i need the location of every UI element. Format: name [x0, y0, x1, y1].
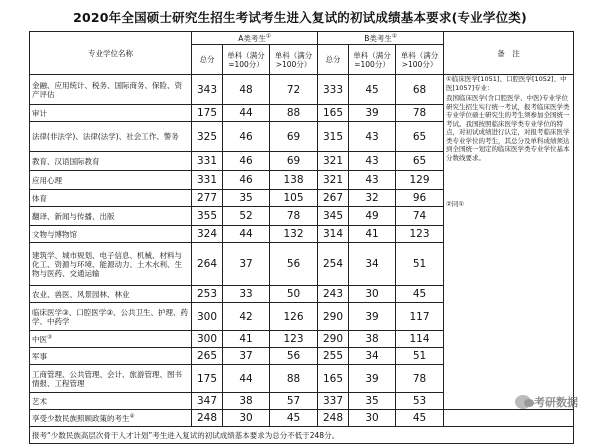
- subject-name: 军事: [30, 348, 192, 365]
- subject-name: 工商管理、公共管理、会计、旅游管理、图书情报、工程管理: [30, 365, 192, 393]
- a-total: 264: [192, 243, 223, 286]
- header-remarks: 备 注: [444, 32, 574, 75]
- b-total: 290: [318, 303, 349, 331]
- b-total: 345: [318, 207, 349, 226]
- remarks-empty-cell: [444, 410, 574, 427]
- b-single-over-100: 65: [396, 152, 444, 171]
- subject-name: 文物与博物馆: [30, 226, 192, 243]
- a-single-100: 48: [223, 75, 270, 105]
- b-total: 315: [318, 122, 349, 152]
- header-a-single-100: 单科（满分=100分）: [223, 45, 270, 75]
- b-total: 248: [318, 410, 349, 427]
- b-single-100: 35: [349, 393, 396, 410]
- header-a-single-over-100: 单科（满分>100分）: [270, 45, 318, 75]
- a-single-100: 30: [223, 410, 270, 427]
- b-single-over-100: 45: [396, 286, 444, 303]
- a-single-100: 42: [223, 303, 270, 331]
- a-single-over-100: 56: [270, 243, 318, 286]
- a-single-100: 33: [223, 286, 270, 303]
- table-row: [30, 75, 574, 105]
- a-total: 331: [192, 152, 223, 171]
- b-single-100: 43: [349, 122, 396, 152]
- a-total: 277: [192, 190, 223, 207]
- b-single-over-100: 114: [396, 331, 444, 348]
- b-single-100: 39: [349, 105, 396, 122]
- b-total: 254: [318, 243, 349, 286]
- b-single-100: 30: [349, 410, 396, 427]
- a-single-100: 46: [223, 152, 270, 171]
- a-total: 300: [192, 303, 223, 331]
- a-single-over-100: 138: [270, 171, 318, 190]
- b-single-over-100: 53: [396, 393, 444, 410]
- a-total: 265: [192, 348, 223, 365]
- b-single-over-100: 68: [396, 75, 444, 105]
- a-single-100: 37: [223, 243, 270, 286]
- a-single-over-100: 45: [270, 410, 318, 427]
- a-total: 324: [192, 226, 223, 243]
- table-row: [30, 410, 574, 427]
- b-single-100: 45: [349, 75, 396, 105]
- a-single-over-100: 57: [270, 393, 318, 410]
- b-single-100: 34: [349, 243, 396, 286]
- header-subject: 专业学位名称: [30, 32, 192, 75]
- a-single-over-100: 50: [270, 286, 318, 303]
- table-footer-row: [30, 427, 574, 444]
- subject-name: 体育: [30, 190, 192, 207]
- a-single-over-100: 69: [270, 122, 318, 152]
- subject-name: 临床医学③、口腔医学③、公共卫生、护理、药学、中药学: [30, 303, 192, 331]
- b-single-over-100: 78: [396, 105, 444, 122]
- a-single-100: 44: [223, 105, 270, 122]
- a-single-100: 44: [223, 226, 270, 243]
- b-single-over-100: 129: [396, 171, 444, 190]
- b-total: 314: [318, 226, 349, 243]
- a-single-over-100: 56: [270, 348, 318, 365]
- wechat-icon: [515, 395, 531, 409]
- b-single-100: 39: [349, 303, 396, 331]
- a-single-100: 38: [223, 393, 270, 410]
- b-total: 337: [318, 393, 349, 410]
- remark-3: ②同①: [446, 200, 465, 208]
- b-total: 321: [318, 152, 349, 171]
- a-single-over-100: 105: [270, 190, 318, 207]
- header-b-single-over-100: 单科（满分>100分）: [396, 45, 444, 75]
- a-single-over-100: 88: [270, 105, 318, 122]
- a-total: 253: [192, 286, 223, 303]
- b-total: 243: [318, 286, 349, 303]
- b-total: 333: [318, 75, 349, 105]
- subject-name: 审计: [30, 105, 192, 122]
- a-total: 175: [192, 365, 223, 393]
- b-single-100: 43: [349, 171, 396, 190]
- subject-name: 艺术: [30, 393, 192, 410]
- header-b-single-100: 单科（满分=100分）: [349, 45, 396, 75]
- a-single-over-100: 132: [270, 226, 318, 243]
- b-single-over-100: 65: [396, 122, 444, 152]
- subject-name: 法律(非法学)、法律(法学)、社会工作、警务: [30, 122, 192, 152]
- b-single-100: 30: [349, 286, 396, 303]
- remarks-cell: [444, 75, 574, 410]
- subject-name: 享受少数民族照顾政策的考生④: [30, 410, 192, 427]
- a-total: 331: [192, 171, 223, 190]
- b-single-100: 34: [349, 348, 396, 365]
- b-single-100: 38: [349, 331, 396, 348]
- b-single-over-100: 74: [396, 207, 444, 226]
- a-single-over-100: 69: [270, 152, 318, 171]
- b-single-over-100: 51: [396, 348, 444, 365]
- a-single-over-100: 126: [270, 303, 318, 331]
- a-single-100: 46: [223, 122, 270, 152]
- b-total: 165: [318, 105, 349, 122]
- b-single-over-100: 78: [396, 365, 444, 393]
- remark-1: ①临床医学[1051]、口腔医学[1052]、中医[1057]专业：: [446, 75, 567, 92]
- subject-name: 金融、应用统计、税务、国际商务、保险、资产评估: [30, 75, 192, 105]
- a-total: 325: [192, 122, 223, 152]
- footer-note: 报考“少数民族高层次骨干人才计划”考生进入复试的初试成绩基本要求为总分不低于248分。: [30, 427, 574, 444]
- b-single-100: 32: [349, 190, 396, 207]
- a-single-over-100: 78: [270, 207, 318, 226]
- a-single-100: 37: [223, 348, 270, 365]
- a-single-over-100: 88: [270, 365, 318, 393]
- b-total: 290: [318, 331, 349, 348]
- subject-name: 农业、兽医、风景园林、林业: [30, 286, 192, 303]
- header-b-total: 总分: [318, 45, 349, 75]
- subject-name: 中医③: [30, 331, 192, 348]
- b-single-over-100: 123: [396, 226, 444, 243]
- a-single-100: 44: [223, 365, 270, 393]
- b-single-100: 49: [349, 207, 396, 226]
- b-single-100: 41: [349, 226, 396, 243]
- b-single-over-100: 117: [396, 303, 444, 331]
- b-single-100: 43: [349, 152, 396, 171]
- subject-name: 建筑学、城市规划、电子信息、机械、材料与化工、资源与环境、能源动力、土木水利、生物与医药、交通运输: [30, 243, 192, 286]
- watermark-text: 考研数据: [534, 396, 578, 409]
- subject-name: 教育、汉语国际教育: [30, 152, 192, 171]
- a-single-100: 41: [223, 331, 270, 348]
- a-total: 347: [192, 393, 223, 410]
- b-single-over-100: 45: [396, 410, 444, 427]
- score-table: [29, 31, 574, 444]
- remark-2: 我国临床医学(含口腔医学、中医)专业学位研究生招生实行统一考试，报考临床医学类专业学位硕士研究生的考生须参加全国统一考试。我国按照临床医学类专业学位的特点，对初试成绩进行认定，对报考临床医学类专业学位的考生，其总分及单科成绩须达到全国统一划定的临床医学类专业学位基本分数线要求。: [446, 94, 570, 162]
- a-single-over-100: 123: [270, 331, 318, 348]
- b-single-over-100: 96: [396, 190, 444, 207]
- b-total: 267: [318, 190, 349, 207]
- a-total: 355: [192, 207, 223, 226]
- subject-name: 应用心理: [30, 171, 192, 190]
- a-total: 175: [192, 105, 223, 122]
- a-total: 343: [192, 75, 223, 105]
- b-single-100: 39: [349, 365, 396, 393]
- header-group-a: A类考生①: [192, 32, 318, 45]
- a-total: 300: [192, 331, 223, 348]
- b-single-over-100: 51: [396, 243, 444, 286]
- header-a-total: 总分: [192, 45, 223, 75]
- page-title: 2020年全国硕士研究生招生考试考生进入复试的初试成绩基本要求(专业学位类): [73, 10, 527, 25]
- a-single-over-100: 72: [270, 75, 318, 105]
- b-total: 321: [318, 171, 349, 190]
- a-single-100: 46: [223, 171, 270, 190]
- b-total: 165: [318, 365, 349, 393]
- a-single-100: 52: [223, 207, 270, 226]
- b-total: 255: [318, 348, 349, 365]
- a-total: 248: [192, 410, 223, 427]
- header-group-b: B类考生②: [318, 32, 444, 45]
- watermark: [515, 394, 578, 410]
- subject-name: 翻译、新闻与传播、出版: [30, 207, 192, 226]
- a-single-100: 35: [223, 190, 270, 207]
